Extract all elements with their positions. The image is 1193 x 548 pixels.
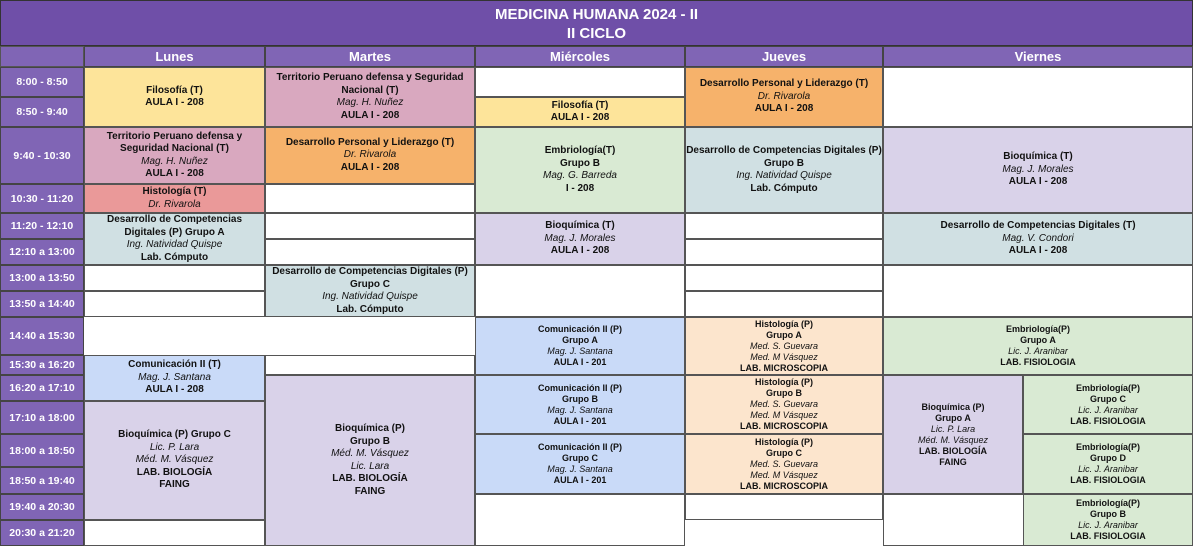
class-block [475,127,685,213]
teacher-name: Med. S. Guevara [749,458,819,469]
room-name: AULA I - 208 [1008,245,1068,257]
class-block [265,265,475,317]
room-name: AULA I - 201 [553,415,607,426]
teacher-name: Ing. Natividad Quispe [322,291,418,302]
class-block [475,434,685,494]
teacher-name: Dr. Rivarola [343,149,397,161]
course-name: Embriología(P) [1075,498,1140,508]
course-name: Desarrollo de Competencias Digitales (P) Grupo C [272,266,468,290]
day-header: Lunes [84,46,265,67]
day-header: Miércoles [475,46,685,67]
class-block [265,375,475,546]
empty-cell [265,355,475,375]
course-name: Embriología(T) [544,145,616,156]
empty-cell [265,239,475,265]
day-header: Martes [265,46,475,67]
class-block [1023,434,1193,494]
empty-cell [265,184,475,213]
teacher-name: Lic. J. Aranibar [1008,346,1068,356]
group-name: Grupo A [935,412,971,423]
class-block [1023,375,1193,434]
title-line2: II CICLO [566,25,627,42]
course-name: Bioquímica (T) [545,220,615,232]
empty-cell [84,291,265,317]
room-name: LAB. MICROSCOPIA [739,480,828,491]
teacher-name: Mag. J. Santana [138,371,211,383]
empty-cell [883,265,1193,317]
time-slot: 18:50 a 19:40 [0,467,84,494]
course-name: Bioquímica (P) Grupo C [118,429,231,441]
empty-cell [685,494,883,520]
teacher-name: Mag. V. Condori [1002,232,1074,244]
teacher-name: Med. S. Guevara [749,340,819,351]
room-name: LAB. FISIOLOGIA [1070,415,1146,426]
course-name: Comunicación II (P) [537,382,622,393]
course-name: Embriología(P) [1075,442,1140,452]
room-name: LAB. BIOLOGÍA [919,445,987,456]
class-block [1023,494,1193,546]
group-name: Grupo C [562,453,598,463]
course-name: Bioquímica (P) [921,401,985,412]
group-name: Grupo B [560,157,600,169]
teacher-name: Lic. P. Lara [149,441,200,453]
room-name: LAB. BIOLOGÍA [332,473,408,484]
class-block [84,355,265,401]
class-block [84,401,265,520]
teacher-name: Lic. J. Aranibar [1078,404,1138,415]
page-title [0,0,1193,46]
empty-cell [685,291,883,317]
course-name: Embriología(P) [1075,382,1140,393]
time-slot: 15:30 a 16:20 [0,355,84,375]
empty-cell [475,494,685,546]
course-name: Comunicación II (T) [128,359,221,371]
room-name: LAB. BIOLOGÍA [136,466,213,478]
room-name: AULA I - 208 [1008,176,1068,188]
course-name: Histología (T) [142,186,207,197]
course-name: Filosofía (T) [146,84,203,96]
course-name: Histología (P) [755,377,813,387]
teacher-name: Mag. H. Nuñez [336,97,404,108]
course-name: Embriología(P) [1005,324,1070,334]
room-name: AULA I - 201 [553,357,607,367]
teacher-name: Mag. J. Morales [544,232,616,244]
room-name: AULA I - 208 [550,112,610,123]
class-block [685,67,883,127]
teacher-name: Mag. J. Santana [547,346,613,356]
teacher-name: Ing. Natividad Quispe [736,170,832,181]
time-slot: 16:20 a 17:10 [0,375,84,401]
time-slot: 18:00 a 18:50 [0,434,84,467]
room-name: AULA I - 208 [145,168,204,179]
class-block [883,127,1193,213]
room-name: LAB. MICROSCOPIA [739,421,828,431]
room-name: FAING [159,479,190,491]
empty-cell [685,265,883,291]
class-block [475,97,685,127]
empty-cell [883,67,1193,127]
empty-cell [265,213,475,239]
time-slot: 20:30 a 21:20 [0,520,84,546]
teacher-name: Med. M Vásquez [750,469,818,480]
room-name: LAB. FISIOLOGIA [1070,531,1146,541]
teacher-name: Lic. Lara [350,460,390,472]
class-block [265,67,475,127]
class-block [883,375,1023,494]
room-name: LAB. FISIOLOGIA [1000,357,1076,367]
class-block [685,127,883,213]
teacher-name: Med. M Vásquez [750,351,818,362]
title-line1: MEDICINA HUMANA 2024 - II [494,6,699,23]
time-slot: 11:20 - 12:10 [0,213,84,239]
class-block [84,67,265,127]
teacher-name: Med. S. Guevara [749,399,819,409]
room-name: Lab. Cómputo [140,251,209,263]
empty-cell [475,265,685,317]
teacher-name: Lic. J. Aranibar [1078,464,1138,474]
course-name: Desarrollo de Competencias Digitales (P) Grupo A [106,214,243,238]
time-slot: 14:40 a 15:30 [0,317,84,355]
corner-cell [0,46,84,67]
course-name: Comunicación II (P) [537,324,622,334]
class-block [265,127,475,184]
time-slot: 13:00 a 13:50 [0,265,84,291]
course-name: Bioquímica (P) [334,423,405,434]
teacher-name: Mag. J. Santana [547,404,613,415]
time-slot: 9:40 - 10:30 [0,127,84,184]
class-block [883,317,1193,375]
room-name: AULA I - 208 [340,161,400,173]
room-name: Lab. Cómputo [750,182,818,194]
time-slot: 8:50 - 9:40 [0,97,84,127]
class-block [475,213,685,265]
time-slot: 10:30 - 11:20 [0,184,84,213]
group-name: Grupo C [766,447,802,458]
course-name: Histología (P) [755,318,813,329]
room-name: LAB. MICROSCOPIA [739,362,828,373]
class-block [475,317,685,375]
empty-cell [475,67,685,97]
day-header: Jueves [685,46,883,67]
room-name: AULA I - 208 [340,109,400,121]
course-name: Filosofía (T) [551,99,609,111]
room-name: AULA I - 201 [553,475,607,485]
teacher-name: Med. M Vásquez [750,410,818,420]
course-name: Histología (P) [755,436,813,447]
class-block [685,434,883,494]
teacher-name: Mag. G. Barreda [543,170,617,181]
teacher-name: Méd. M. Vásquez [135,454,214,466]
room-name: AULA I - 208 [754,103,814,115]
group-name: Grupo B [562,393,598,404]
class-block [84,127,265,184]
room-name: FAING [354,485,386,497]
teacher-name: Dr. Rivarola [757,90,811,102]
time-slot: 12:10 a 13:00 [0,239,84,265]
teacher-name: Dr. Rivarola [148,198,201,210]
time-slot: 19:40 a 20:30 [0,494,84,520]
class-block [883,213,1193,265]
class-block [685,317,883,375]
group-name: Grupo B [1090,509,1126,519]
class-block [84,184,265,213]
room-name: AULA I - 208 [145,97,204,108]
empty-cell [84,265,265,291]
group-name: Grupo A [1020,335,1056,345]
teacher-name: Mag. J. Santana [547,464,613,474]
empty-cell [685,239,883,265]
teacher-name: Méd. M. Vásquez [331,448,409,459]
room-name: LAB. FISIOLOGIA [1070,475,1146,485]
teacher-name: Ing. Natividad Quispe [126,239,223,250]
course-name: Comunicación II (P) [537,442,622,452]
group-name: Grupo B [766,388,802,398]
course-name: Desarrollo Personal y Liderazgo (T) [285,136,455,148]
day-header: Viernes [883,46,1193,67]
group-name: Grupo C [1090,393,1126,404]
room-name: FAING [939,456,967,467]
empty-cell [685,213,883,239]
room-name: Lab. Cómputo [336,303,404,315]
room-name: I - 208 [565,182,595,194]
course-name: Territorio Peruano defensa y Seguridad Nacional (T) [276,72,464,96]
time-slot: 8:00 - 8:50 [0,67,84,97]
teacher-name: Mag. J. Morales [1002,163,1074,175]
course-name: Desarrollo de Competencias Digitales (P) Grupo B [686,145,882,169]
course-name: Bioquímica (T) [1003,151,1073,163]
teacher-name: Méd. M. Vásquez [917,434,989,445]
group-name: Grupo A [766,329,802,340]
class-block [475,375,685,434]
time-slot: 13:50 a 14:40 [0,291,84,317]
empty-cell [84,520,265,546]
teacher-name: Mag. H. Nuñez [141,155,208,167]
course-name: Desarrollo de Competencias Digitales (T) [940,220,1136,232]
time-slot: 17:10 a 18:00 [0,401,84,434]
room-name: AULA I - 208 [145,384,204,396]
class-block [84,213,265,265]
course-name: Territorio Peruano defensa y Seguridad Nacional (T) [106,130,243,154]
teacher-name: Lic. J. Aranibar [1078,520,1138,530]
class-block [685,375,883,434]
teacher-name: Lic. P. Lara [930,423,976,434]
group-name: Grupo D [1090,453,1126,463]
room-name: AULA I - 208 [550,245,610,257]
group-name: Grupo A [562,335,598,345]
course-name: Desarrollo Personal y Liderazgo (T) [699,78,869,90]
group-name: Grupo B [350,435,390,447]
